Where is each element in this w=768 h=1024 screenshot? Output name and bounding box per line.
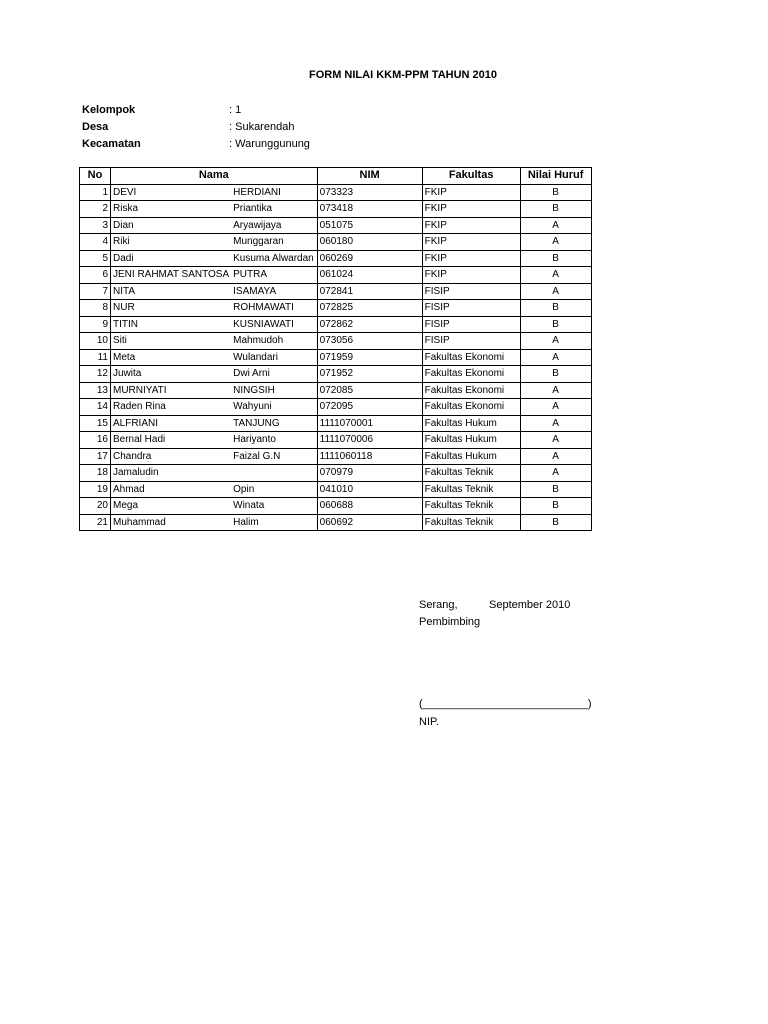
table-row — [80, 514, 592, 531]
cell-nim: 060692 — [317, 514, 422, 531]
cell-nim: 041010 — [317, 481, 422, 498]
cell-first-name: NUR — [111, 300, 232, 317]
cell-no: 15 — [80, 415, 111, 432]
table-row — [80, 366, 592, 383]
cell-fakultas: Fakultas Hukum — [422, 432, 520, 449]
cell-nim: 1111070001 — [317, 415, 422, 432]
cell-no: 8 — [80, 300, 111, 317]
cell-first-name: Muhammad — [111, 514, 232, 531]
cell-fakultas: Fakultas Ekonomi — [422, 366, 520, 383]
cell-nilai-huruf: A — [520, 349, 591, 366]
cell-first-name: Dian — [111, 217, 232, 234]
cell-nilai-huruf: A — [520, 267, 591, 284]
cell-last-name: Winata — [231, 498, 317, 515]
cell-nim: 060269 — [317, 250, 422, 267]
table-row — [80, 217, 592, 234]
cell-nilai-huruf: A — [520, 448, 591, 465]
table-row — [80, 234, 592, 251]
cell-nilai-huruf: A — [520, 234, 591, 251]
meta-label: Kecamatan — [82, 138, 141, 150]
table-row — [80, 448, 592, 465]
cell-nilai-huruf: A — [520, 415, 591, 432]
cell-nilai-huruf: B — [520, 366, 591, 383]
cell-nilai-huruf: A — [520, 432, 591, 449]
header-nilai-huruf: Nilai Huruf — [520, 168, 591, 185]
cell-first-name: Jamaludin — [111, 465, 232, 482]
header-nim: NIM — [317, 168, 422, 185]
cell-first-name: DEVI — [111, 184, 232, 201]
table-row — [80, 498, 592, 515]
cell-last-name: Priantika — [231, 201, 317, 218]
cell-nim: 072825 — [317, 300, 422, 317]
table-row — [80, 333, 592, 350]
meta-value: : Sukarendah — [229, 121, 295, 133]
cell-first-name: Meta — [111, 349, 232, 366]
table-row — [80, 465, 592, 482]
cell-last-name: ISAMAYA — [231, 283, 317, 300]
cell-fakultas: Fakultas Ekonomi — [422, 349, 520, 366]
cell-first-name: Siti — [111, 333, 232, 350]
cell-nilai-huruf: A — [520, 333, 591, 350]
cell-nim: 061024 — [317, 267, 422, 284]
table-row — [80, 349, 592, 366]
cell-last-name: NINGSIH — [231, 382, 317, 399]
cell-nilai-huruf: A — [520, 217, 591, 234]
cell-fakultas: Fakultas Ekonomi — [422, 382, 520, 399]
cell-nim: 070979 — [317, 465, 422, 482]
table-row — [80, 201, 592, 218]
cell-nim: 072085 — [317, 382, 422, 399]
cell-nilai-huruf: B — [520, 316, 591, 333]
cell-first-name: Dadi — [111, 250, 232, 267]
cell-no: 10 — [80, 333, 111, 350]
cell-first-name: Chandra — [111, 448, 232, 465]
cell-first-name: Juwita — [111, 366, 232, 383]
cell-no: 20 — [80, 498, 111, 515]
cell-fakultas: Fakultas Teknik — [422, 498, 520, 515]
cell-no: 6 — [80, 267, 111, 284]
cell-last-name: Wahyuni — [231, 399, 317, 416]
signature-place: Serang, — [419, 599, 458, 611]
cell-nim: 071952 — [317, 366, 422, 383]
cell-no: 3 — [80, 217, 111, 234]
cell-last-name: Kusuma Alwardan — [231, 250, 317, 267]
cell-nim: 060180 — [317, 234, 422, 251]
cell-no: 21 — [80, 514, 111, 531]
cell-last-name — [231, 465, 317, 482]
cell-nim: 073323 — [317, 184, 422, 201]
cell-no: 12 — [80, 366, 111, 383]
cell-no: 1 — [80, 184, 111, 201]
grades-table — [79, 167, 592, 531]
cell-last-name: Opin — [231, 481, 317, 498]
table-row — [80, 316, 592, 333]
cell-first-name: Raden Rina — [111, 399, 232, 416]
cell-no: 4 — [80, 234, 111, 251]
table-row — [80, 399, 592, 416]
cell-nilai-huruf: B — [520, 250, 591, 267]
cell-nim: 1111060118 — [317, 448, 422, 465]
cell-fakultas: FKIP — [422, 201, 520, 218]
cell-nilai-huruf: A — [520, 283, 591, 300]
cell-fakultas: Fakultas Hukum — [422, 415, 520, 432]
signature-place-date — [419, 599, 571, 611]
cell-nim: 1111070006 — [317, 432, 422, 449]
cell-last-name: Faizal G.N — [231, 448, 317, 465]
cell-nim: 072841 — [317, 283, 422, 300]
cell-no: 2 — [80, 201, 111, 218]
header-fakultas: Fakultas — [422, 168, 520, 185]
table-row — [80, 267, 592, 284]
cell-fakultas: Fakultas Teknik — [422, 514, 520, 531]
signature-nip: NIP. — [419, 716, 439, 728]
cell-fakultas: FISIP — [422, 300, 520, 317]
cell-no: 11 — [80, 349, 111, 366]
signature-date: September 2010 — [489, 599, 571, 611]
cell-last-name: HERDIANI — [231, 184, 317, 201]
cell-no: 9 — [80, 316, 111, 333]
cell-last-name: Dwi Arni — [231, 366, 317, 383]
cell-first-name: MURNIYATI — [111, 382, 232, 399]
cell-first-name: Riska — [111, 201, 232, 218]
signature-role: Pembimbing — [419, 616, 481, 628]
cell-fakultas: Fakultas Hukum — [422, 448, 520, 465]
cell-nilai-huruf: B — [520, 300, 591, 317]
cell-first-name: Bernal Hadi — [111, 432, 232, 449]
cell-nim: 073418 — [317, 201, 422, 218]
cell-no: 16 — [80, 432, 111, 449]
meta-label: Desa — [82, 121, 109, 133]
table-row — [80, 250, 592, 267]
cell-nilai-huruf: A — [520, 382, 591, 399]
cell-no: 19 — [80, 481, 111, 498]
cell-fakultas: FKIP — [422, 184, 520, 201]
cell-nilai-huruf: A — [520, 465, 591, 482]
page-title: FORM NILAI KKM-PPM TAHUN 2010 — [308, 69, 498, 81]
meta-label: Kelompok — [82, 104, 136, 116]
cell-last-name: Halim — [231, 514, 317, 531]
cell-no: 14 — [80, 399, 111, 416]
table-row — [80, 184, 592, 201]
cell-nim: 073056 — [317, 333, 422, 350]
cell-nilai-huruf: B — [520, 184, 591, 201]
cell-nilai-huruf: B — [520, 201, 591, 218]
cell-nilai-huruf: B — [520, 514, 591, 531]
cell-nim: 051075 — [317, 217, 422, 234]
cell-last-name: TANJUNG — [231, 415, 317, 432]
cell-last-name: Munggaran — [231, 234, 317, 251]
cell-fakultas: Fakultas Ekonomi — [422, 399, 520, 416]
cell-nim: 072095 — [317, 399, 422, 416]
cell-nim: 072862 — [317, 316, 422, 333]
table-row — [80, 382, 592, 399]
cell-fakultas: Fakultas Teknik — [422, 465, 520, 482]
cell-last-name: Wulandari — [231, 349, 317, 366]
cell-first-name: Riki — [111, 234, 232, 251]
header-no: No — [80, 168, 111, 185]
cell-nim: 060688 — [317, 498, 422, 515]
cell-no: 18 — [80, 465, 111, 482]
header-nama: Nama — [111, 168, 318, 185]
table-header-row — [80, 168, 592, 185]
cell-first-name: ALFRIANI — [111, 415, 232, 432]
meta-value: : Warunggunung — [229, 138, 310, 150]
cell-no: 13 — [80, 382, 111, 399]
cell-fakultas: FKIP — [422, 250, 520, 267]
table-row — [80, 415, 592, 432]
cell-no: 7 — [80, 283, 111, 300]
cell-last-name: Mahmudoh — [231, 333, 317, 350]
table-row — [80, 300, 592, 317]
cell-nilai-huruf: B — [520, 481, 591, 498]
cell-fakultas: FISIP — [422, 316, 520, 333]
cell-fakultas: FISIP — [422, 283, 520, 300]
table-row — [80, 432, 592, 449]
cell-fakultas: Fakultas Teknik — [422, 481, 520, 498]
cell-last-name: PUTRA — [231, 267, 317, 284]
cell-nim: 071959 — [317, 349, 422, 366]
cell-last-name: ROHMAWATI — [231, 300, 317, 317]
cell-first-name: TITIN — [111, 316, 232, 333]
cell-no: 17 — [80, 448, 111, 465]
cell-nilai-huruf: A — [520, 399, 591, 416]
cell-fakultas: FISIP — [422, 333, 520, 350]
cell-no: 5 — [80, 250, 111, 267]
cell-last-name: Hariyanto — [231, 432, 317, 449]
cell-fakultas: FKIP — [422, 234, 520, 251]
table-row — [80, 283, 592, 300]
cell-first-name: Ahmad — [111, 481, 232, 498]
cell-first-name: Mega — [111, 498, 232, 515]
cell-last-name: Aryawijaya — [231, 217, 317, 234]
cell-nilai-huruf: B — [520, 498, 591, 515]
signature-line: (___________________________) — [419, 698, 592, 710]
cell-fakultas: FKIP — [422, 267, 520, 284]
meta-value: : 1 — [229, 104, 242, 116]
cell-first-name: NITA — [111, 283, 232, 300]
table-row — [80, 481, 592, 498]
cell-fakultas: FKIP — [422, 217, 520, 234]
cell-first-name: JENI RAHMAT SANTOSA — [111, 267, 232, 284]
cell-last-name: KUSNIAWATI — [231, 316, 317, 333]
